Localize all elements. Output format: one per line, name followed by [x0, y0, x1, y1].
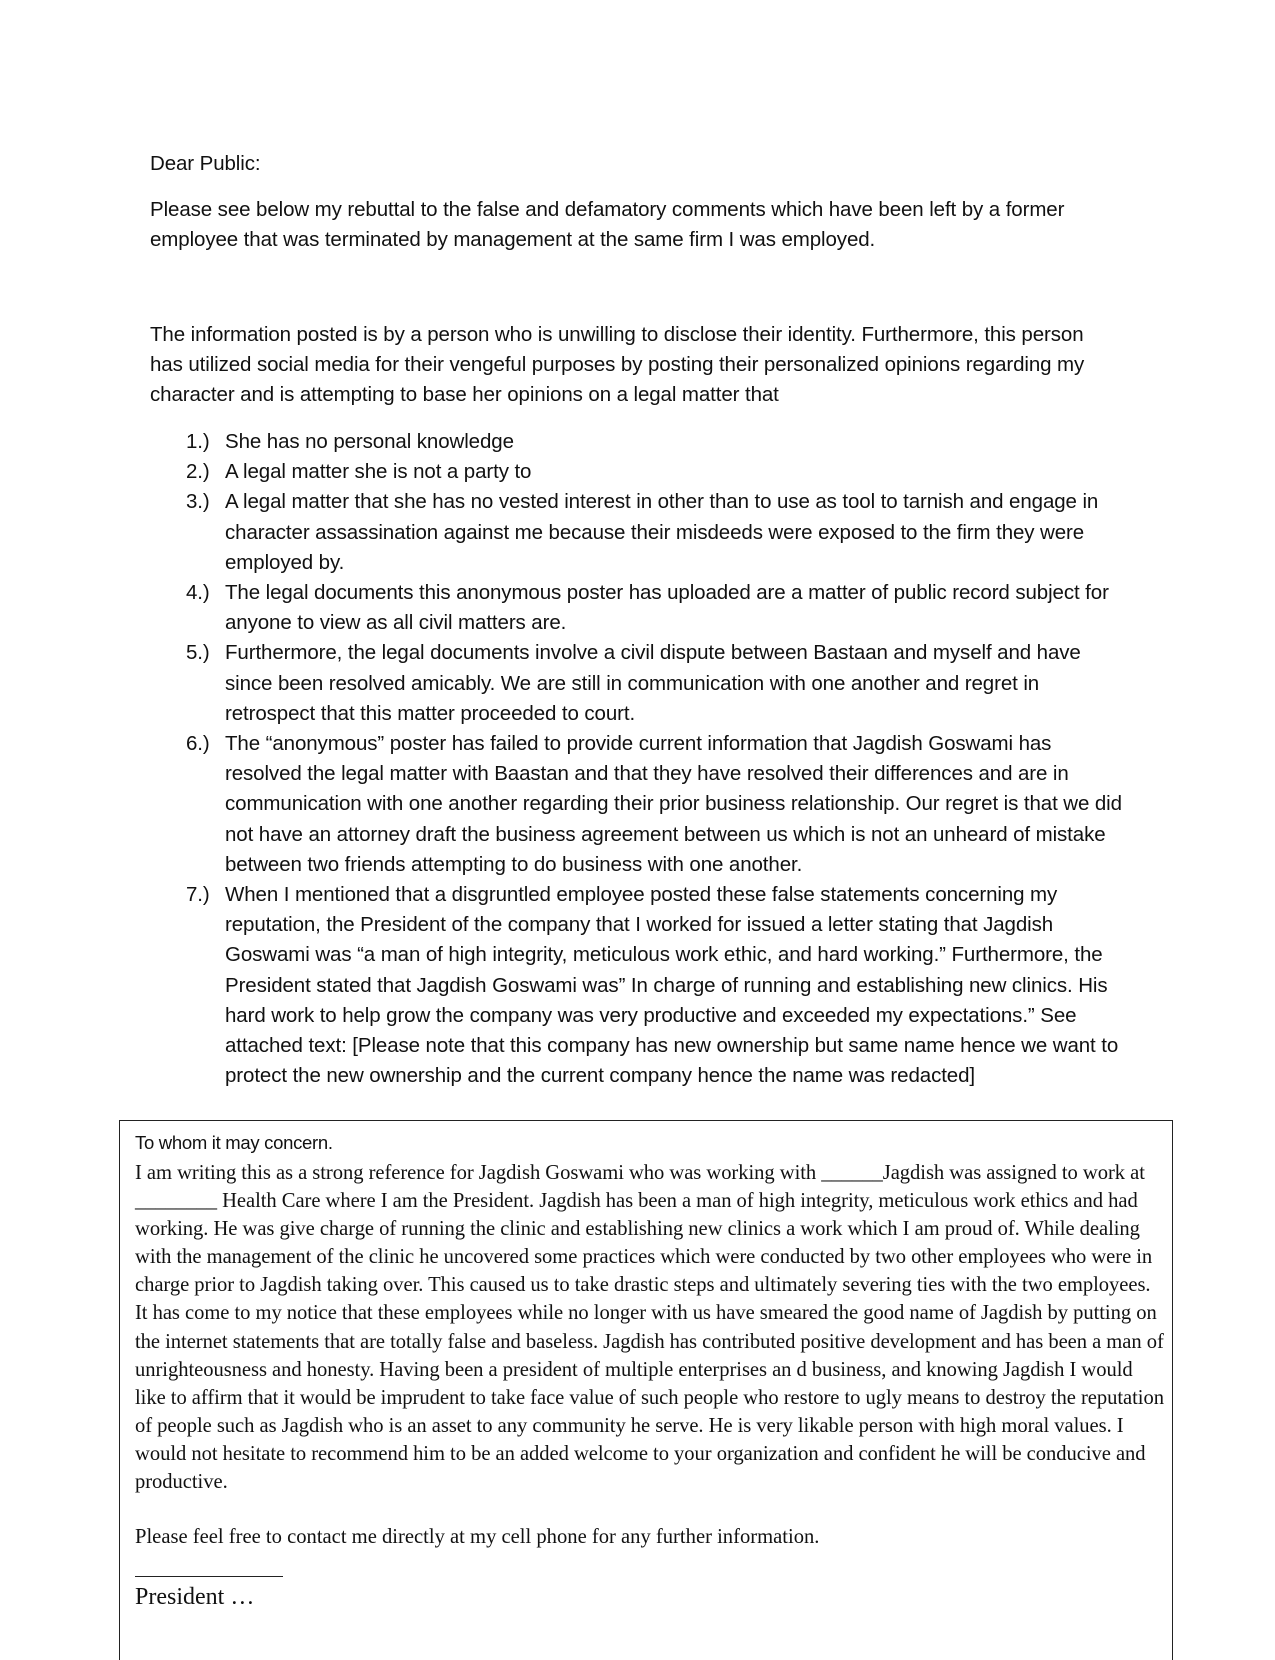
list-item [150, 457, 1130, 487]
list-item-number: 3.) [186, 490, 210, 514]
list-item-text: A legal matter that she has no vested interest in other than to use as tool to tarnish and engage in character assassination against me because their misdeeds were exposed to the firm they were employed by. [225, 490, 1099, 574]
list-item [150, 578, 1130, 638]
list-item [150, 487, 1130, 578]
signature-name: President … [135, 1584, 255, 1610]
list-item [150, 729, 1130, 880]
letter-contact-line: Please feel free to contact me directly at my cell phone for any further information. [135, 1526, 820, 1548]
list-item-text: She has no personal knowledge [225, 430, 514, 453]
list-item-number: 4.) [186, 581, 210, 605]
list-item-number: 1.) [186, 430, 210, 453]
intro-paragraph: Please see below my rebuttal to the false and defamatory comments which have been left by a former employee that was terminated by management at the same firm I was employed. [150, 198, 1065, 252]
list-item-number: 2.) [186, 460, 210, 484]
reference-letter-box [119, 1120, 1173, 1660]
rebuttal-points-list [150, 427, 1130, 1091]
list-item-text: Furthermore, the legal documents involve a civil dispute between Bastaan and myself and have since been resolved amicably. We are still in communication with one another and regret in retrospect that this matter proceeded to court. [225, 641, 1081, 725]
list-item-number: 7.) [186, 883, 210, 907]
list-item-text: The “anonymous” poster has failed to provide current information that Jagdish Goswami has resolved the legal matter with Baastan and that they have resolved their differences and are in communication with one another regarding their prior business relationship. Our regret is that we did not have an attorney draft the business agreement between us which is not an unheard of mistake between two friends attempting to do business with one another. [225, 732, 1122, 876]
letter-heading: To whom it may concern. [135, 1132, 333, 1153]
list-item-number: 6.) [186, 732, 210, 756]
salutation: Dear Public: [150, 152, 261, 175]
list-item [150, 880, 1130, 1091]
list-item [150, 427, 1130, 457]
body-paragraph: The information posted is by a person who is unwilling to disclose their identity. Furthermore, this person has utilized social media for their vengeful purposes by posting their personalized opinions regarding my character and is attempting to base her opinions on a legal matter that [150, 323, 1085, 407]
list-item-text: The legal documents this anonymous poster has uploaded are a matter of public record subject for anyone to view as all civil matters are. [225, 581, 1109, 635]
list-item [150, 638, 1130, 729]
list-item-text: When I mentioned that a disgruntled employee posted these false statements concerning my reputation, the President of the company that I worked for issued a letter stating that Jagdish Goswami was “a man of high integrity, meticulous work ethic, and hard working.” Furthermore, the President stated that Jagdish Goswami was” In charge of running and establishing new clinics. His hard work to help grow the company was very productive and exceeded my expectations.” See attached text: [Please note that this company has new ownership but same name hence we want to protect the new ownership and the current company hence the name was redacted] [225, 883, 1119, 1088]
letter-body: I am writing this as a strong reference for Jagdish Goswami who was working with ______Jagdish was assigned to work at ________ Health Care where I am the President. Jagdish has been a man of high integrity, meticulous work ethics and had working. He was give charge of running the clinic and establishing new clinics a work which I am proud of. While dealing with the management of the clinic he uncovered some practices which were conducted by two other employees who were in charge prior to Jagdish taking over. This caused us to take drastic steps and ultimately severing ties with the two employees. It has come to my notice that these employees while no longer with us have smeared the good name of Jagdish by putting on the internet statements that are totally false and baseless. Jagdish has contributed positive development and has been a man of unrighteousness and honesty. Having been a president of multiple enterprises an d business, and knowing Jagdish I would like to affirm that it would be imprudent to take face value of such people who restore to ugly means to destroy the reputation of people such as Jagdish who is an asset to any community he serve. He is very likable person with high moral values. I would not hesitate to recommend him to be an added welcome to your organization and confident he will be conducive and productive. [135, 1162, 1164, 1494]
signature-line [135, 1576, 283, 1577]
list-item-text: A legal matter she is not a party to [225, 460, 532, 484]
list-item-number: 5.) [186, 641, 210, 665]
